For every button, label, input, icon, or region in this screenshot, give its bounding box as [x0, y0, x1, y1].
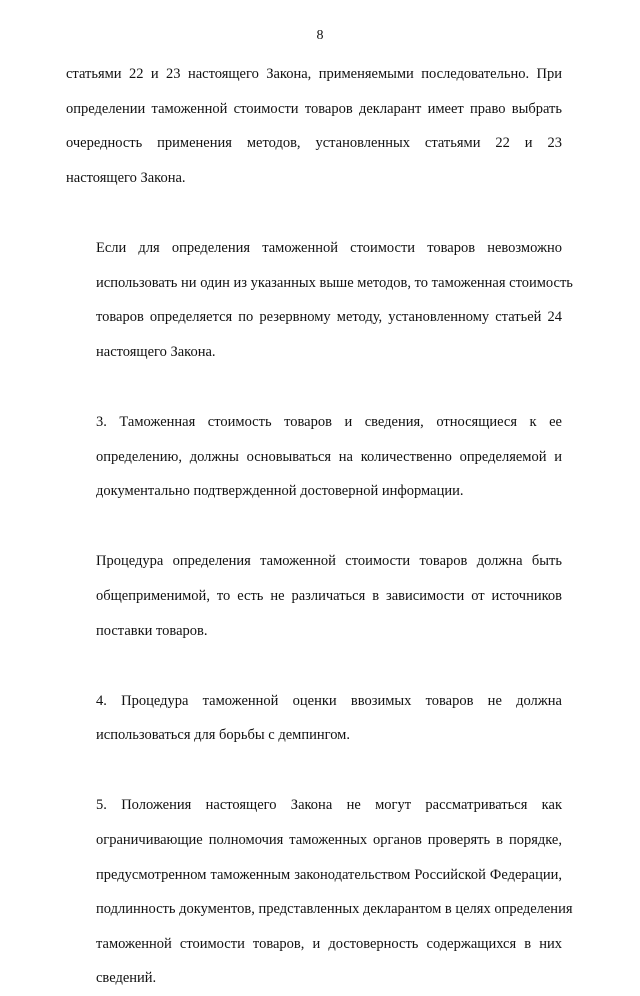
text-line: 5. Положения настоящего Закона не могут рассматриваться как	[96, 797, 562, 814]
text-line: Процедура определения таможенной стоимости товаров должна быть	[96, 553, 562, 570]
paragraph-continuation	[66, 57, 562, 195]
text-line: 3. Таможенная стоимость товаров и сведения, относящиеся к ее	[96, 413, 562, 430]
document-body	[66, 57, 573, 996]
text-line: 4. Процедура таможенной оценки ввозимых товаров не должна	[96, 692, 562, 709]
text-line: таможенной стоимости товаров, и достоверность содержащихся в них	[96, 935, 562, 952]
paragraph-item-5	[66, 788, 573, 996]
text-line: использоваться для борьбы с демпингом.	[96, 727, 350, 744]
text-line: сведений.	[96, 970, 157, 987]
text-line: товаров определяется по резервному методу, установленному статьей 24	[96, 309, 562, 326]
paragraph-reserve-method	[66, 231, 573, 369]
page-number: 8	[316, 28, 324, 43]
text-line: предусмотренном таможенным законодательством Российской Федерации,	[96, 866, 562, 883]
text-line: настоящего Закона.	[66, 169, 186, 186]
text-line: статьями 22 и 23 настоящего Закона, применяемыми последовательно. При	[66, 66, 562, 82]
text-line: поставки товаров.	[96, 622, 208, 639]
text-line: очередность применения методов, установленных статьями 22 и 23	[66, 135, 562, 152]
text-line: ограничивающие полномочия таможенных органов проверять в порядке,	[96, 832, 562, 849]
paragraph-procedure	[66, 544, 562, 648]
text-line: использовать ни один из указанных выше методов, то таможенная стоимость	[96, 274, 573, 291]
text-line: документально подтвержденной достоверной информации.	[96, 483, 464, 500]
text-line: Если для определения таможенной стоимости товаров невозможно	[96, 239, 562, 256]
paragraph-item-4	[66, 684, 562, 753]
text-line: определению, должны основываться на количественно определяемой и	[96, 448, 562, 465]
paragraph-item-3	[66, 405, 562, 509]
text-line: настоящего Закона.	[96, 343, 216, 360]
text-line: общеприменимой, то есть не различаться в зависимости от источников	[96, 587, 562, 604]
text-line: подлинность документов, представленных декларантом в целях определения	[96, 901, 573, 918]
text-line: определении таможенной стоимости товаров декларант имеет право выбрать	[66, 100, 562, 117]
